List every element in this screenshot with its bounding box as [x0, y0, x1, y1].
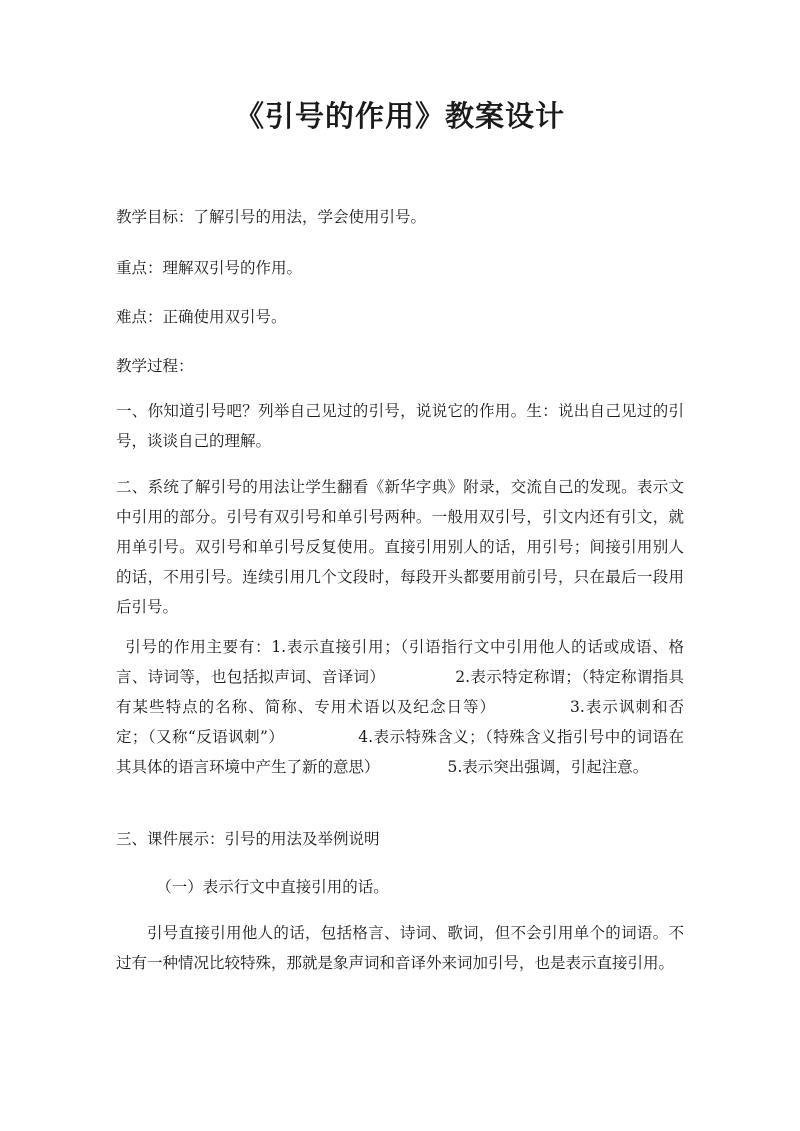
section-one: 一、你知道引号吧？列举自己见过的引号，说说它的作用。生：说出自己见过的引号，谈谈自己的理解。: [116, 402, 684, 450]
function-part-5: 5.表示突出强调，引起注意。: [447, 758, 649, 776]
key-point: 重点：理解双引号的作用。: [116, 259, 303, 277]
subsection-one-heading: （一）表示行文中直接引用的话。: [156, 878, 389, 896]
process-heading: 教学过程：: [116, 357, 194, 375]
section-three: 三、课件展示：引号的用法及举例说明: [116, 830, 380, 848]
function-part-4: 4.表示特殊含义；（特殊含义指引号中的词语在其具体的语言环境中产生了新的意思）: [116, 728, 684, 776]
teaching-objective: 教学目标：了解引号的用法，学会使用引号。: [116, 208, 427, 226]
function-part-2: 2.表示特定称谓；（特定称谓指具有某些特点的名称、简称、专用术语以及纪念日等）: [116, 668, 684, 716]
function-part-3: 3.表示讽刺和否定；（又称“反语讽刺”）: [116, 698, 684, 746]
difficulty-point: 难点：正确使用双引号。: [116, 308, 287, 326]
function-part-1: 引号的作用主要有：1.表示直接引用；（引语指行文中引用他人的话或成语、格言、诗词等，也包括拟声词、音译词）: [116, 638, 684, 686]
quote-functions: [116, 632, 684, 782]
section-two: 二、系统了解引号的用法让学生翻看《新华字典》附录，交流自己的发现。表示文中引用的部分。引号有双引号和单引号两种。一般用双引号，引文内还有引文，就用单引号。双引号和单引号反复使用。直接引用别人的话，用引号；间接引用别人的话，不用引号。连续引用几个文段时，每段开头都要用前引号，只在最后一段用后引号。: [116, 478, 684, 616]
document-title: 《引号的作用》教案设计: [234, 99, 565, 133]
subsection-one-body: 引号直接引用他人的话，包括格言、诗词、歌词，但不会引用单个的词语。不过有一种情况比较特殊，那就是象声词和音译外来词加引号，也是表示直接引用。: [116, 924, 684, 972]
